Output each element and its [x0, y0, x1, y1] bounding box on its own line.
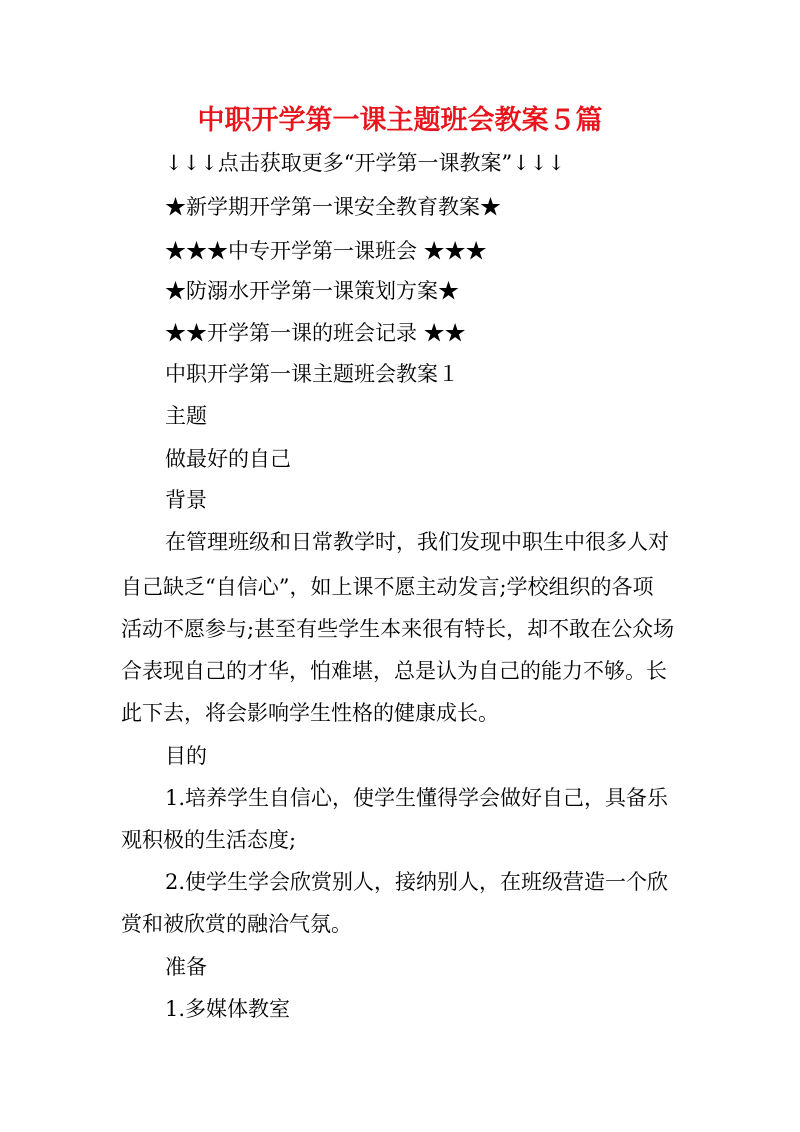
theme-label: 主题 [165, 404, 207, 428]
section-heading: 中职开学第一课主题班会教案１ [165, 362, 459, 386]
goal-1-line-2: 观积极的生活态度; [121, 828, 297, 852]
prep-label: 准备 [165, 955, 207, 979]
document-title: 中职开学第一课主题班会教案５篇 [197, 105, 603, 136]
goal-2-line-2: 赏和被欣赏的融洽气氛。 [121, 912, 352, 936]
prep-item-1: 1.多媒体教室 [165, 997, 291, 1021]
link-class-meeting-record[interactable]: ★★开学第一课的班会记录 ★★ [165, 321, 466, 345]
background-line-1: 在管理班级和日常教学时，我们发现中职生中很多人对 [165, 530, 669, 554]
background-line-5: 此下去，将会影响学生性格的健康成长。 [121, 701, 499, 725]
goal-2-line-1: 2.使学生学会欣赏别人，接纳别人，在班级营造一个欣 [165, 870, 669, 894]
link-safety-education[interactable]: ★新学期开学第一课安全教育教案★ [165, 195, 501, 219]
background-label: 背景 [165, 488, 207, 512]
background-line-3: 活动不愿参与;甚至有些学生本来很有特长，却不敢在公众场 [121, 617, 675, 641]
theme-text: 做最好的自己 [165, 447, 291, 471]
link-drowning-prevention[interactable]: ★防溺水开学第一课策划方案★ [165, 279, 459, 303]
goal-1-line-1: 1.培养学生自信心，使学生懂得学会做好自己，具备乐 [165, 786, 669, 810]
background-line-4: 合表现自己的才华，怕难堪，总是认为自己的能力不够。长 [121, 659, 667, 683]
link-vocational-class-meeting[interactable]: ★★★中专开学第一课班会 ★★★ [165, 239, 487, 263]
goal-label: 目的 [165, 744, 207, 768]
background-line-2: 自己缺乏“自信心”，如上课不愿主动发言;学校组织的各项 [121, 575, 654, 599]
link-more-lessons[interactable]: ↓↓↓点击获取更多“开学第一课教案”↓↓↓ [165, 151, 566, 175]
